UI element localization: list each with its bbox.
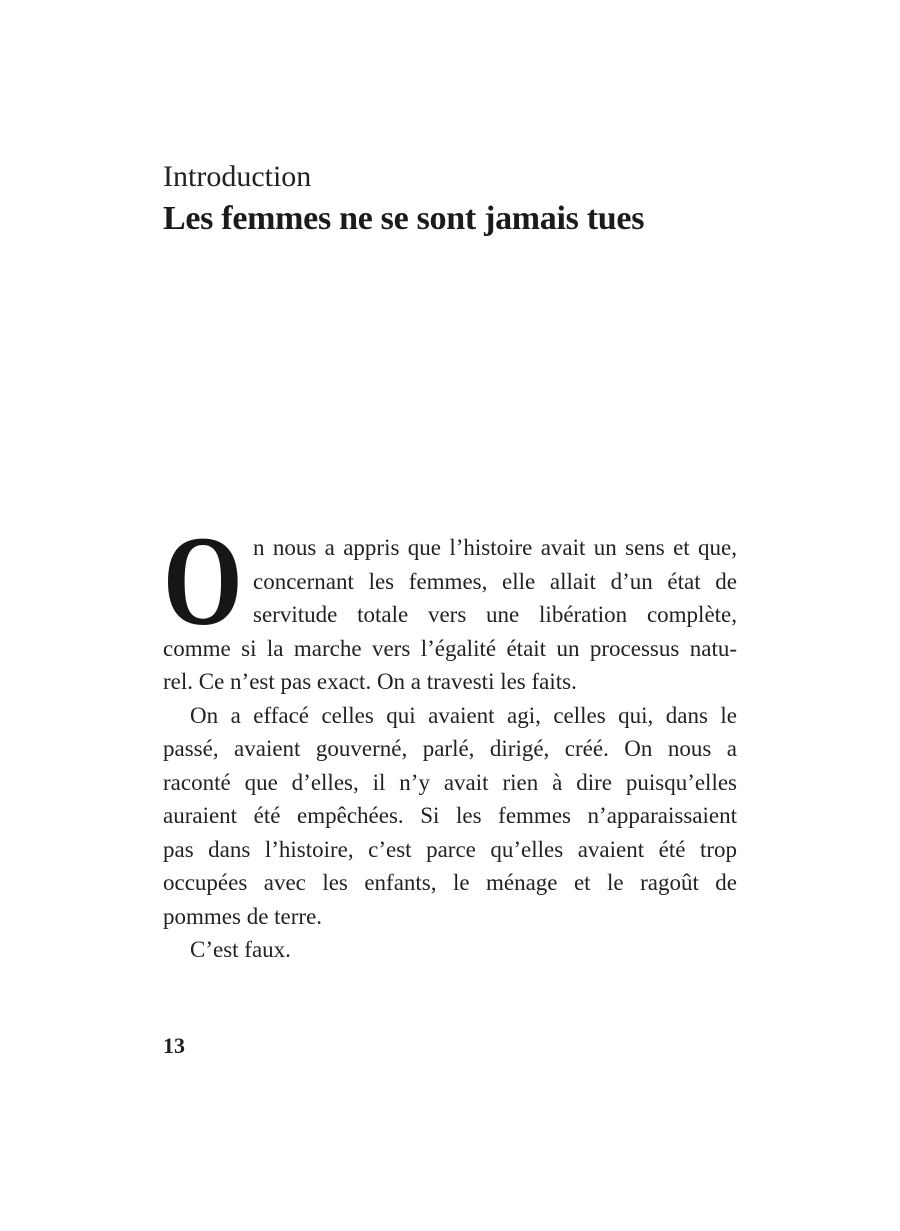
body-line: n nous a appris que l’histoire avait un sens et que, xyxy=(253,535,737,560)
body-line: rel. Ce n’est pas exact. On a travesti les faits. xyxy=(163,669,577,694)
body-line: pommes de terre. xyxy=(163,903,323,929)
drop-cap xyxy=(163,510,253,652)
chapter-heading xyxy=(163,158,737,242)
body-text xyxy=(163,510,737,967)
body-line: concernant les femmes, elle allait d’un état de xyxy=(253,568,737,594)
body-line: pas dans l’histoire, c’est parce qu’elles avaient été trop xyxy=(163,836,737,862)
body-line: C’est faux. xyxy=(190,937,291,962)
drop-cap-letter: O xyxy=(163,510,243,652)
body-line: raconté que d’elles, il n’y avait rien à dire puisqu’elles xyxy=(163,769,737,795)
paragraph xyxy=(163,510,737,699)
body-line: auraient été empêchées. Si les femmes n’apparaissaient xyxy=(163,803,737,828)
paragraph xyxy=(163,933,737,967)
body-line: On a effacé celles qui avaient agi, celles qui, dans le xyxy=(190,702,737,728)
body-line: servitude totale vers une libération complète, xyxy=(253,602,737,627)
paragraph xyxy=(163,699,737,934)
chapter-kicker: Introduction xyxy=(163,160,312,193)
chapter-title: Les femmes ne se sont jamais tues xyxy=(163,200,645,237)
body-line: passé, avaient gouverné, parlé, dirigé, créé. On nous a xyxy=(163,736,737,761)
body-line: comme si la marche vers l’égalité était un processus natu- xyxy=(163,635,737,661)
page-number: 13 xyxy=(163,1033,185,1058)
body-line: occupées avec les enfants, le ménage et le ragoût de xyxy=(163,870,737,895)
